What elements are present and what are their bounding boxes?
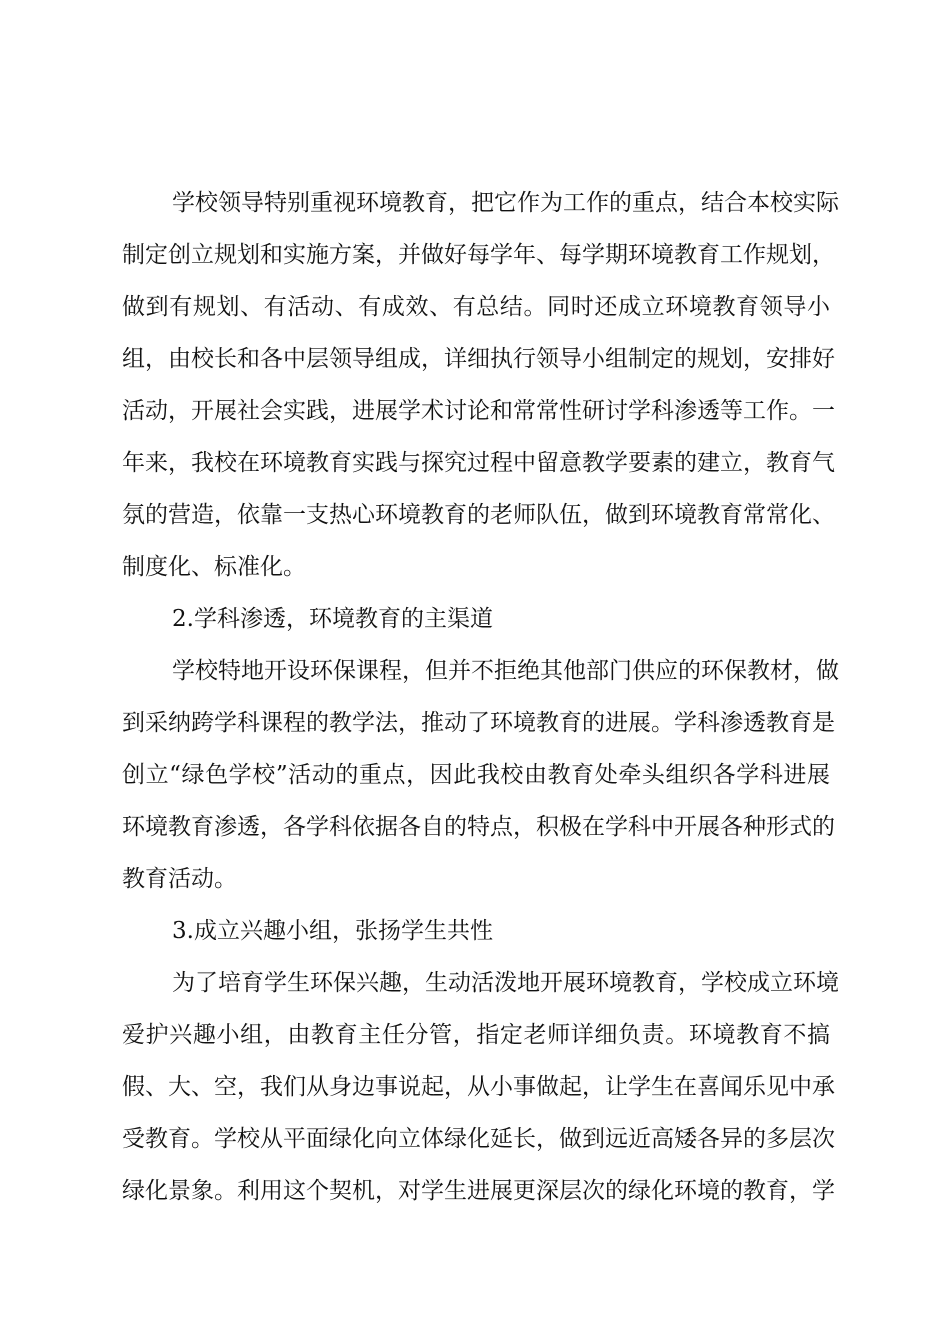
paragraph-line: 绿化景象。利用这个契机，对学生进展更深层次的绿化环境的教育，学 [122, 1178, 835, 1204]
paragraph-line: 假、大、空，我们从身边事说起，从小事做起，让学生在喜闻乐见中承 [122, 1074, 835, 1100]
paragraph-line: 学校领导特别重视环境教育，把它作为工作的重点，结合本校实际 [172, 190, 839, 216]
paragraph-line: 制定创立规划和实施方案，并做好每学年、每学期环境教育工作规划， [122, 242, 835, 268]
section-heading-2: 2.学科渗透，环境教育的主渠道 [172, 606, 493, 632]
paragraph-line: 爱护兴趣小组，由教育主任分管，指定老师详细负责。环境教育不搞 [122, 1022, 830, 1048]
paragraph-line: 为了培育学生环保兴趣，生动活泼地开展环境教育，学校成立环境 [172, 970, 839, 996]
paragraph-line: 受教育。学校从平面绿化向立体绿化延长，做到远近高矮各异的多层次 [122, 1126, 835, 1152]
paragraph-line: 氛的营造，依靠一支热心环境教育的老师队伍，做到环境教育常常化、 [122, 502, 835, 528]
paragraph-line: 制度化、标准化。 [122, 554, 306, 580]
paragraph-line: 活动，开展社会实践，进展学术讨论和常常性研讨学科渗透等工作。一 [122, 398, 835, 424]
section-heading-3: 3.成立兴趣小组，张扬学生共性 [172, 918, 493, 944]
paragraph-line: 学校特地开设环保课程，但并不拒绝其他部门供应的环保教材，做 [172, 658, 839, 684]
paragraph-line: 环境教育渗透，各学科依据各自的特点，积极在学科中开展各种形式的 [122, 814, 835, 840]
paragraph-line: 教育活动。 [122, 866, 237, 892]
paragraph-line: 到采纳跨学科课程的教学法，推动了环境教育的进展。学科渗透教育是 [122, 710, 835, 736]
paragraph-line: 创立“绿色学校”活动的重点，因此我校由教育处牵头组织各学科进展 [122, 762, 830, 788]
paragraph-line: 年来，我校在环境教育实践与探究过程中留意教学要素的建立，教育气 [122, 450, 835, 476]
paragraph-line: 组，由校长和各中层领导组成，详细执行领导小组制定的规划，安排好 [122, 346, 835, 372]
paragraph-line: 做到有规划、有活动、有成效、有总结。同时还成立环境教育领导小 [122, 294, 830, 320]
